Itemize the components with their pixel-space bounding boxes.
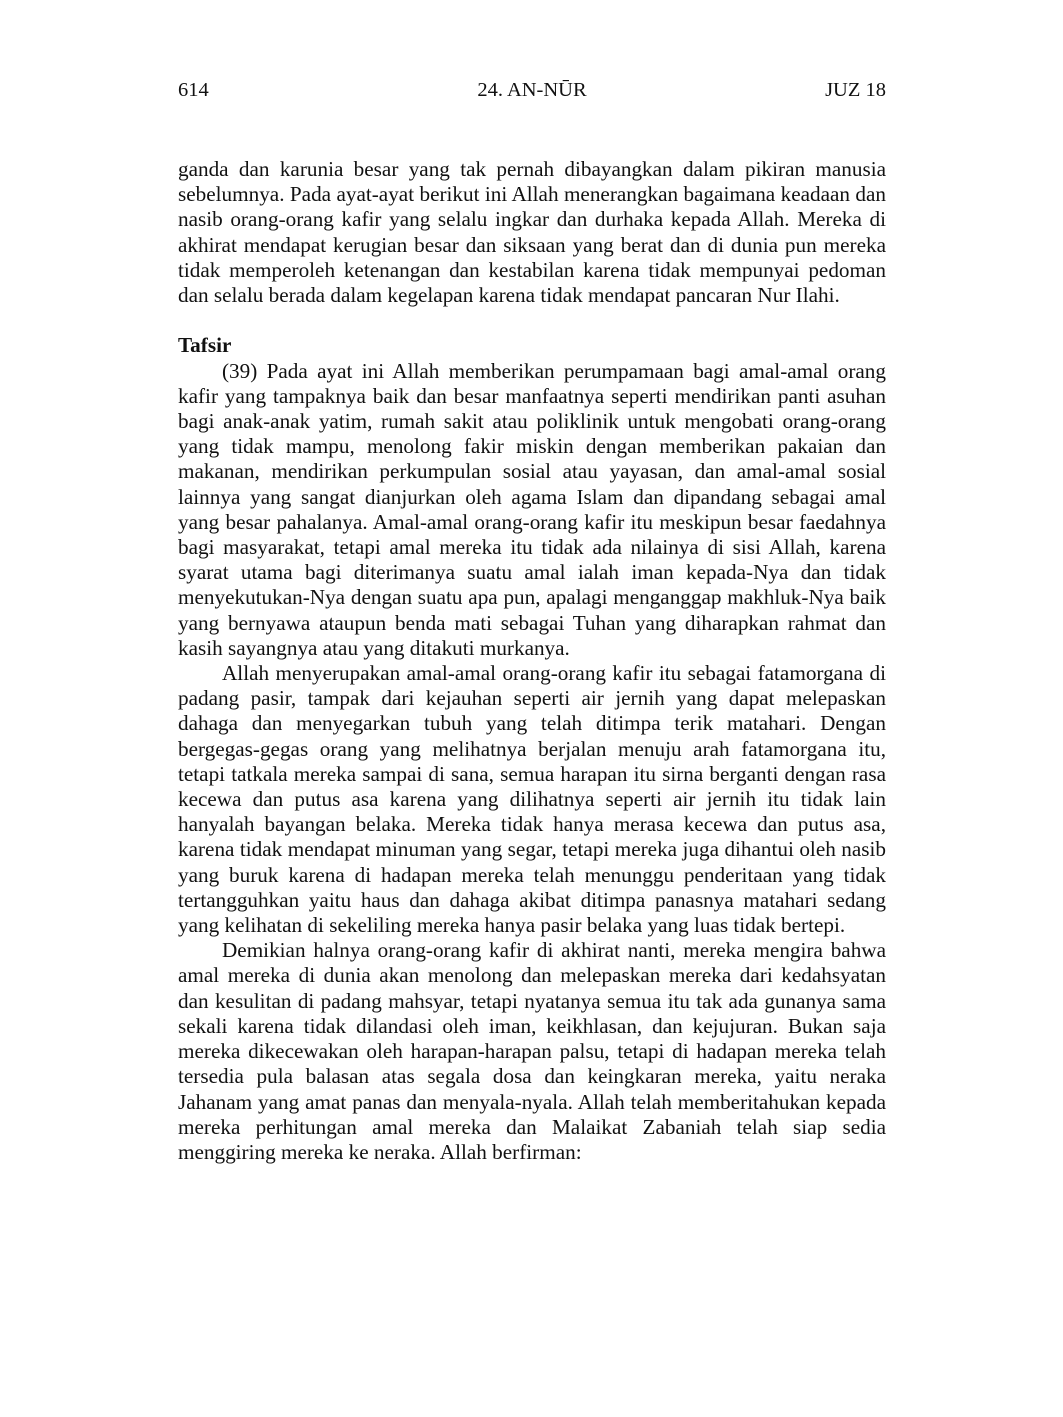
section-heading: Tafsir bbox=[178, 333, 232, 358]
intro-paragraph: ganda dan karunia besar yang tak pernah dibayangkan dalam pikiran manusia sebelumnya. Pada ayat-ayat berikut ini Allah menerangkan bagaimana keadaan dan nasib orang-orang kafir yang selalu ingkar dan durhaka kepada Allah. Mereka di akhirat mendapat kerugian besar dan siksaan yang berat dan di dunia pun mereka tidak memperoleh ketenangan dan kestabilan karena tidak mempunyai pedoman dan selalu berada dalam kegelapan karena tidak mendapat pancaran Nur Ilahi. bbox=[178, 157, 886, 308]
tafsir-paragraph-2: Allah menyerupakan amal-amal orang-orang kafir itu sebagai fatamorgana di padang pasir, tampak dari kejauhan seperti air jernih yang dapat melepaskan dahaga dan menyegarkan tubuh yang telah ditimpa terik matahari. Dengan bergegas-gegas orang yang melihatnya berjalan menuju arah fatamorgana itu, tetapi tatkala mereka sampai di sana, semua harapan itu sirna berganti dengan rasa kecewa dan putus asa karena yang dilihatnya seperti air jernih itu tidak lain hanyalah bayangan belaka. Mereka tidak hanya merasa kecewa dan putus asa, karena tidak mendapat minuman yang segar, tetapi mereka juga dihantui oleh nasib yang buruk karena di hadapan mereka telah menunggu penderitaan yang tidak tertangguhkan yaitu haus dan dahaga akibat ditimpa panasnya matahari sedang yang kelihatan di sekeliling mereka hanya pasir belaka yang luas tidak bertepi. bbox=[178, 661, 886, 938]
tafsir-paragraph-3: Demikian halnya orang-orang kafir di akhirat nanti, mereka mengira bahwa amal mereka di dunia akan menolong dan melepaskan mereka dari kedahsyatan dan kesulitan di padang mahsyar, tetapi nyatanya semua itu tak ada gunanya sama sekali karena tidak dilandasi oleh iman, keikhlasan, dan kejujuran. Bukan saja mereka dikecewakan oleh harapan-harapan palsu, tetapi di hadapan mereka telah tersedia pula balasan atas segala dosa dan keingkaran mereka, yaitu neraka Jahanam yang amat panas dan menyala-nyala. Allah telah memberitahukan kepada mereka perhitungan amal mereka dan Malaikat Zabaniah telah siap sedia menggiring mereka ke neraka. Allah berfirman: bbox=[178, 938, 886, 1164]
page-body bbox=[178, 157, 886, 1165]
page-number: 614 bbox=[178, 79, 209, 101]
juz-label: JUZ 18 bbox=[825, 79, 886, 101]
book-page bbox=[178, 0, 886, 1417]
running-header bbox=[178, 76, 886, 104]
tafsir-paragraph-1: (39) Pada ayat ini Allah memberikan perumpamaan bagi amal-amal orang kafir yang tampaknya baik dan besar manfaatnya seperti mendirikan panti asuhan bagi anak-anak yatim, rumah sakit atau poliklinik untuk mengobati orang-orang yang tidak mampu, menolong fakir miskin dengan memberikan pakaian dan makanan, mendirikan perkumpulan sosial atau yayasan, dan amal-amal sosial lainnya yang sangat dianjurkan oleh agama Islam dan dipandang sebagai amal yang besar pahalanya. Amal-amal orang-orang kafir itu meskipun besar faedahnya bagi masyarakat, tetapi amal mereka itu tidak ada nilainya di sisi Allah, karena syarat utama bagi diterimanya suatu amal ialah iman kepada-Nya dan tidak menyekutukan-Nya dengan suatu apa pun, apalagi menganggap makhluk-Nya baik yang bernyawa ataupun benda mati sebagai Tuhan yang diharapkan rahmat dan kasih sayangnya atau yang ditakuti murkanya. bbox=[178, 358, 886, 660]
chapter-title: 24. AN-NŪR bbox=[477, 79, 587, 101]
